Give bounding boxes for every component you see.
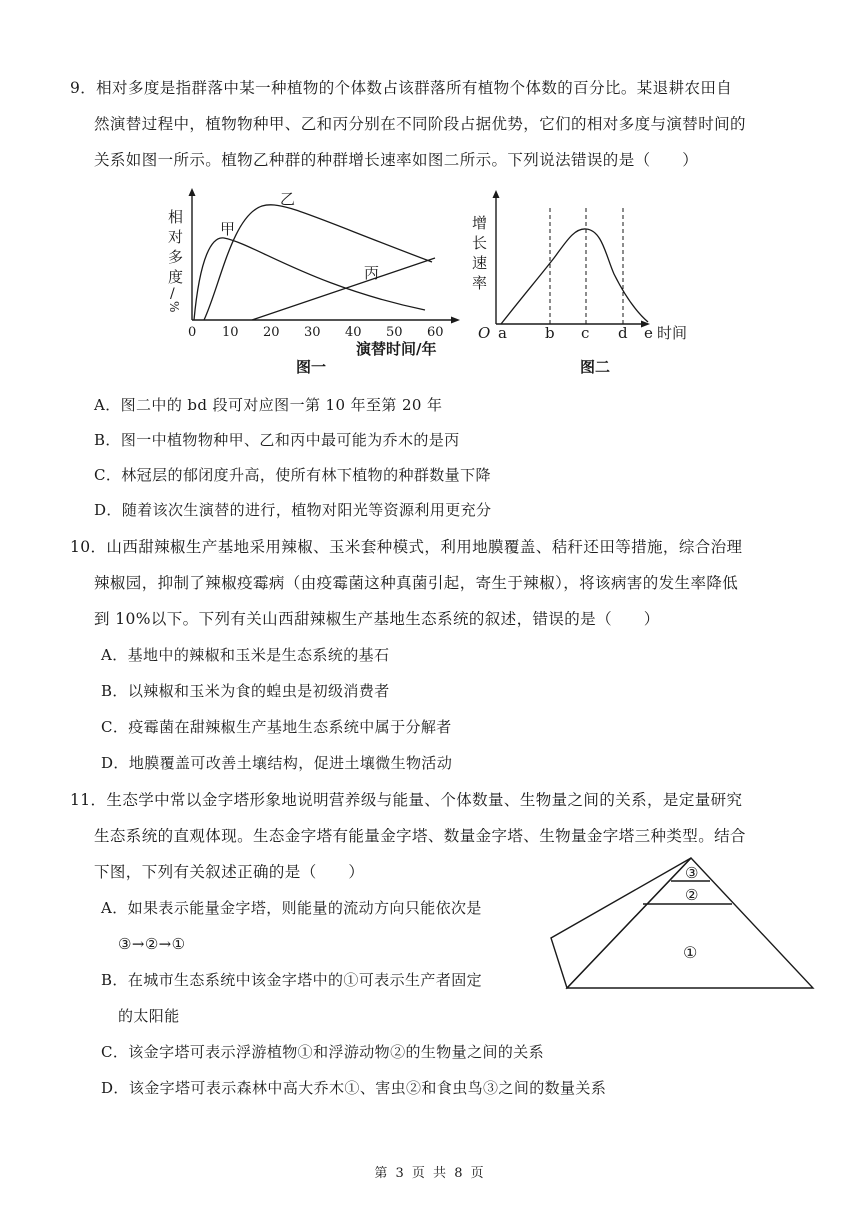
fig2-xlabel: 时间 [657, 324, 688, 342]
page-footer: 第 3 页 共 8 页 [374, 1166, 486, 1181]
fig1-label-jia: 甲 [220, 220, 236, 238]
fig1-x-tick: 20 [263, 325, 280, 340]
fig1-x-axis-arrow [451, 317, 460, 324]
fig2-curve [501, 229, 648, 324]
fig2-x-ticks [478, 324, 653, 342]
fig1-ylabel-char: 多 [168, 248, 184, 266]
q11-option-a: A．如果表示能量金字塔，则能量的流动方向只能依次是 [101, 899, 482, 917]
q9-stem-line-2: 然演替过程中，植物物种甲、乙和丙分别在不同阶段占据优势，它们的相对多度与演替时间的 [94, 115, 746, 133]
q11-option-a-cont: ③→②→① [118, 935, 186, 953]
fig1-x-tick: 50 [386, 325, 403, 340]
fig1-ylabel-char: % [167, 301, 181, 313]
fig2-x-tick: b [545, 324, 555, 342]
fig1-x-tick: 10 [222, 325, 239, 340]
fig2-x-tick: c [581, 324, 590, 342]
pyramid-label-1: ① [683, 943, 698, 962]
pyramid-side-panel [551, 858, 691, 988]
fig1-curve-bing [252, 258, 435, 320]
fig1-ylabel-char: 对 [168, 228, 184, 246]
fig1-ylabel-char: 度 [168, 268, 184, 286]
q10-stem-line-3: 到 10%以下。下列有关山西甜辣椒生产基地生态系统的叙述，错误的是（ ） [94, 610, 660, 628]
q9-option-c: C．林冠层的郁闭度升高，使所有林下植物的种群数量下降 [94, 466, 491, 484]
fig1-x-tick: 30 [304, 325, 321, 340]
fig1-label-bing: 丙 [364, 264, 380, 282]
fig1-curve-yi [204, 205, 432, 320]
q9-option-a: A．图二中的 bd 段可对应图一第 10 年至第 20 年 [94, 396, 443, 414]
fig2-caption: 图二 [580, 358, 611, 376]
q10-option-a: A．基地中的辣椒和玉米是生态系统的基石 [101, 646, 390, 664]
q10-option-d: D．地膜覆盖可改善土壤结构，促进土壤微生物活动 [101, 754, 453, 772]
pyramid-label-2: ② [685, 886, 699, 904]
fig1-ylabel-char: 相 [168, 208, 184, 226]
q9-option-b: B．图一中植物物种甲、乙和丙中最可能为乔木的是丙 [94, 431, 460, 449]
fig1-x-tick: 60 [427, 325, 444, 340]
fig2-ylabel-char: 增 [472, 214, 488, 232]
q11-stem-line-2: 生态系统的直观体现。生态金字塔有能量金字塔、数量金字塔、生物量金字塔三种类型。结合 [94, 827, 746, 845]
fig1-label-yi: 乙 [280, 190, 296, 208]
fig2-y-axis-arrow [493, 190, 500, 198]
fig2-origin: O [478, 324, 491, 342]
q10-stem-line-1: 10．山西甜辣椒生产基地采用辣椒、玉米套种模式，利用地膜覆盖、秸秆还田等措施，综合治理 [70, 538, 743, 556]
fig2-ylabel-char: 速 [472, 254, 488, 272]
q11-option-c: C．该金字塔可表示浮游植物①和浮游动物②的生物量之间的关系 [101, 1043, 545, 1061]
q11-option-b: B．在城市生态系统中该金字塔中的①可表示生产者固定 [101, 971, 483, 989]
q9-stem-line-3: 关系如图一所示。植物乙种群的种群增长速率如图二所示。下列说法错误的是（ ） [94, 151, 699, 169]
fig1-x-ticks [188, 325, 444, 340]
figure-1-relative-abundance-chart [160, 186, 470, 376]
fig2-x-tick: d [618, 324, 628, 342]
fig2-ylabel-char: 长 [472, 234, 488, 252]
fig2-ylabel-char: 率 [472, 274, 488, 292]
q11-stem-line-1: 11．生态学中常以金字塔形象地说明营养级与能量、个体数量、生物量之间的关系，是定量研究 [70, 791, 743, 809]
ecological-pyramid-figure [545, 852, 815, 992]
fig1-y-axis-arrow [189, 188, 196, 196]
figure-2-growth-rate-chart [468, 186, 708, 376]
q11-option-d: D．该金字塔可表示森林中高大乔木①、害虫②和食虫鸟③之间的数量关系 [101, 1079, 607, 1097]
pyramid-label-3: ③ [685, 864, 699, 882]
q10-stem-line-2: 辣椒园，抑制了辣椒疫霉病（由疫霉菌这种真菌引起，寄生于辣椒），将该病害的发生率降低 [94, 574, 739, 592]
fig1-xlabel: 演替时间/年 [356, 340, 437, 358]
fig1-x-tick: 0 [188, 325, 197, 340]
q11-stem-line-3: 下图，下列有关叙述正确的是（ ） [94, 863, 365, 881]
q11-option-b-cont: 的太阳能 [118, 1007, 180, 1025]
q10-option-c: C．疫霉菌在甜辣椒生产基地生态系统中属于分解者 [101, 718, 452, 736]
fig1-x-tick: 40 [345, 325, 362, 340]
q9-stem-line-1: 9．相对多度是指群落中某一种植物的个体数占该群落所有植物个体数的百分比。某退耕农田自 [70, 79, 733, 97]
fig1-caption: 图一 [296, 358, 327, 376]
q9-option-d: D．随着该次生演替的进行，植物对阳光等资源利用更充分 [94, 501, 492, 519]
fig2-x-tick: e [644, 324, 653, 342]
fig2-x-tick: a [498, 324, 507, 342]
fig1-ylabel-char: / [170, 286, 175, 302]
q10-option-b: B．以辣椒和玉米为食的蝗虫是初级消费者 [101, 682, 390, 700]
